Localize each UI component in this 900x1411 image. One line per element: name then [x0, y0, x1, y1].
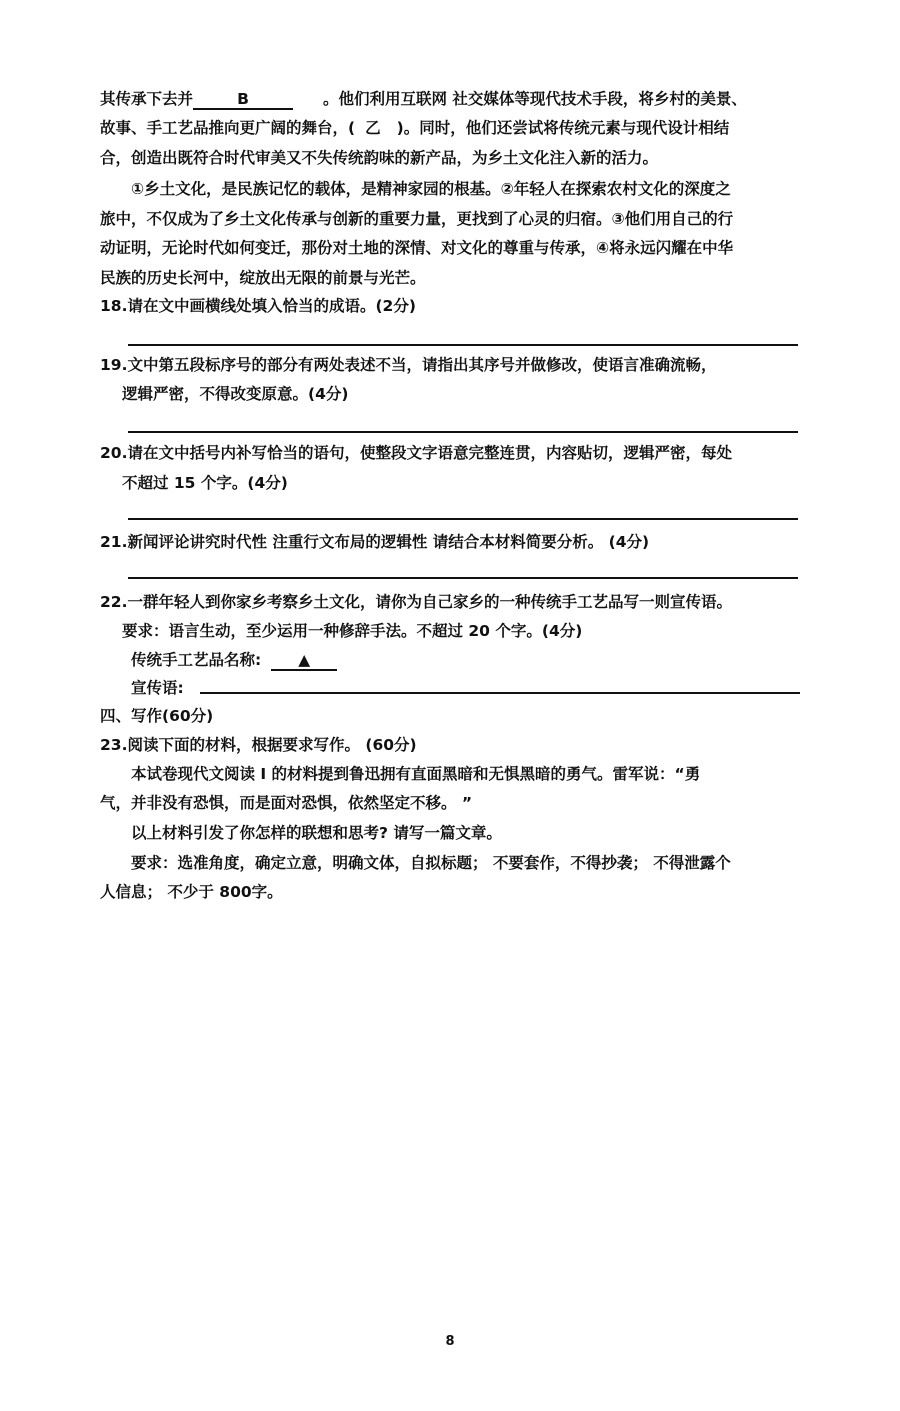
passage-line-5: 旅中，不仅成为了乡土文化传承与创新的重要力量，更找到了心灵的归宿。③他们用自己的行: [100, 210, 734, 228]
question-20: 20.请在文中括号内补写恰当的语句，使整段文字语意完整连贯，内容贴切，逻辑严密，每处: [100, 444, 732, 462]
material-line-2: 气，并非没有恐惧，而是面对恐惧，依然坚定不移。 ”: [100, 794, 473, 812]
section-title-writing: 四、写作(60分): [100, 707, 214, 725]
answer-line-18[interactable]: [128, 344, 798, 346]
question-18: 18.请在文中画横线处填入恰当的成语。(2分): [100, 297, 416, 315]
slogan-label: 宣传语:: [131, 679, 184, 697]
question-19-cont: 逻辑严密，不得改变原意。(4分): [122, 385, 349, 403]
passage-text: )。同时，他们还尝试将传统元素与现代设计相结: [396, 119, 730, 137]
writing-prompt: 以上材料引发了你怎样的联想和思考? 请写一篇文章。: [131, 824, 502, 842]
question-22: 22.一群年轻人到你家乡考察乡土文化，请你为自己家乡的一种传统手工艺品写一则宣传语。: [100, 593, 732, 611]
passage-text: 故事、手工艺品推向更广阔的舞台，(: [100, 119, 356, 137]
requirements-line-1: 要求：选准角度，确定立意，明确文体，自拟标题； 不要套作，不得抄袭； 不得泄露个: [131, 854, 731, 872]
answer-line-19[interactable]: [128, 431, 798, 433]
question-20-cont: 不超过 15 个字。(4分): [122, 474, 288, 492]
craft-name-field[interactable]: ▲: [271, 651, 337, 671]
page-number: 8: [445, 1334, 455, 1349]
passage-line-4: ①乡土文化，是民族记忆的载体，是精神家园的根基。②年轻人在探索农村文化的深度之: [131, 180, 731, 198]
passage-line-1: [100, 89, 747, 110]
passage-line-7: 民族的历史长河中，绽放出无限的前景与光芒。: [100, 269, 426, 287]
answer-line-20[interactable]: [128, 518, 798, 520]
question-23: 23.阅读下面的材料，根据要求写作。 (60分): [100, 736, 417, 754]
craft-name-row: [131, 650, 337, 671]
passage-text: 其传承下去并: [100, 90, 194, 108]
question-22-requirements: 要求：语言生动，至少运用一种修辞手法。不超过 20 个字。(4分): [122, 622, 583, 640]
passage-line-6: 动证明，无论时代如何变迁，那份对土地的深情、对文化的尊重与传承，④将永远闪耀在中华: [100, 239, 734, 257]
material-line-1: 本试卷现代文阅读 I 的材料提到鲁迅拥有直面黑暗和无惧黑暗的勇气。雷军说：“勇: [131, 765, 701, 783]
passage-line-3: 合，创造出既符合时代审美又不失传统韵味的新产品，为乡土文化注入新的活力。: [100, 149, 659, 167]
answer-line-21[interactable]: [128, 577, 798, 579]
craft-name-label: 传统手工艺品名称:: [131, 651, 262, 669]
slogan-row: [131, 678, 184, 698]
passage-text: 。他们利用互联网 社交媒体等现代技术手段，将乡村的美景、: [323, 90, 747, 108]
passage-line-2: [100, 118, 729, 138]
blank-yi: 乙: [365, 119, 381, 137]
requirements-line-2: 人信息； 不少于 800字。: [100, 883, 283, 901]
slogan-field[interactable]: [200, 692, 800, 694]
question-21: 21.新闻评论讲究时代性 注重行文布局的逻辑性 请结合本材料简要分析。 (4分): [100, 533, 650, 551]
blank-b: B: [193, 90, 293, 110]
question-19: 19.文中第五段标序号的部分有两处表述不当，请指出其序号并做修改，使语言准确流畅，: [100, 356, 717, 374]
